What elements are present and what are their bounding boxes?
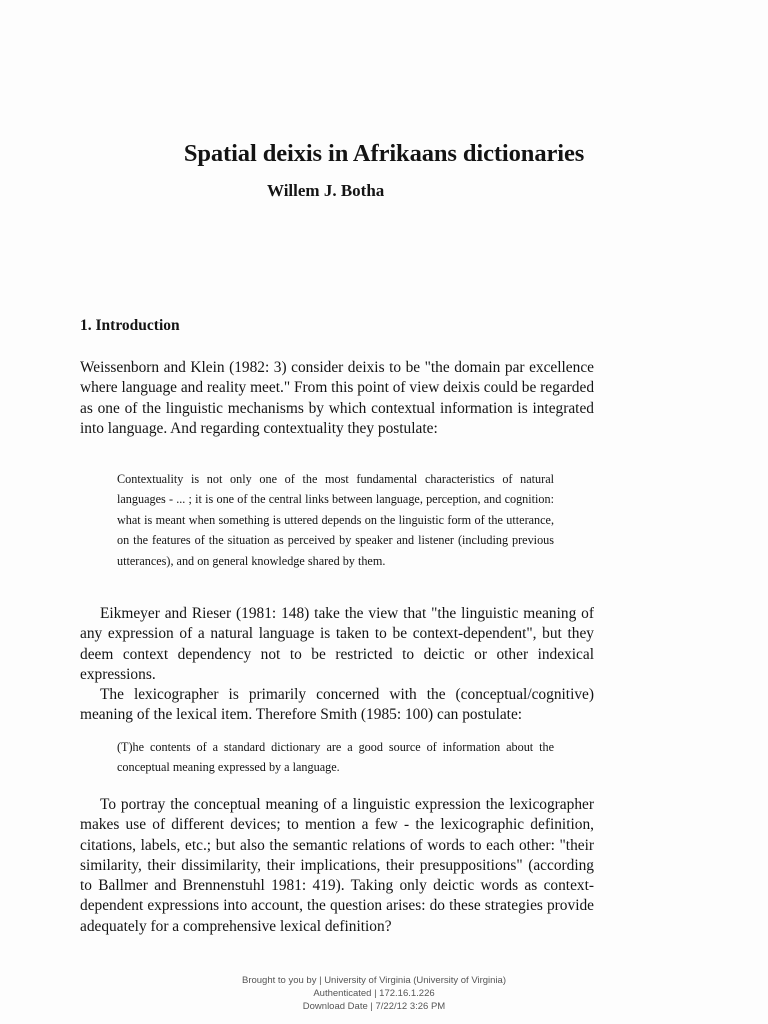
footer-download-date: Download Date | 7/22/12 3:26 PM [302, 1001, 446, 1012]
paragraph-3: The lexicographer is primarily concerned with the (conceptual/cognitive) meaning of the lexical item. Therefore Smith (1985: 100) can postulate: [80, 686, 594, 724]
article-author: Willem J. Botha [267, 181, 385, 200]
paragraph-1: Weissenborn and Klein (1982: 3) consider deixis to be "the domain par excellence where language and reality meet." From this point of view deixis could be regarded as one of the linguistic mechanisms by which contextual information is integrated into language. And regarding contextuality they postulate: [80, 359, 595, 437]
article-title: Spatial deixis in Afrikaans dictionaries [183, 140, 585, 167]
footer-institution: Brought to you by | University of Virginia (University of Virginia) [241, 975, 506, 986]
paragraph-2: Eikmeyer and Rieser (1981: 148) take the view that "the linguistic meaning of any expression of a natural language is taken to be context-dependent", but they deem context dependency not to be restricted to deictic or other indexical expressions. [80, 605, 594, 683]
footer-authentication: Authenticated | 172.16.1.226 [313, 988, 435, 999]
paragraph-4: To portray the conceptual meaning of a linguistic expression the lexicographer makes use of different devices; to mention a few - the lexicographic definition, citations, labels, etc.; but also the semantic relations of words to each other: "their similarity, their dissimilarity, their implications, their presuppositions" (according to Ballmer and Brennenstuhl 1981: 419). Taking only deictic words as context-dependent expressions into account, the question arises: do these strategies provide adequately for a comprehensive lexical definition? [80, 796, 594, 935]
block-quote-2: (T)he contents of a standard dictionary are a good source of information about the conceptual meaning expressed by a language. [117, 740, 554, 775]
access-footer [0, 974, 748, 1013]
section-heading: 1. Introduction [80, 317, 180, 334]
block-quote-1: Contextuality is not only one of the most fundamental characteristics of natural languages - ... ; it is one of the central links between language, perception, and cognition: what is meant when something is uttered depends on the linguistic form of the utterance, on the features of the situation as perceived by speaker and listener (including previous utterances), and on general knowledge shared by them. [117, 472, 554, 568]
